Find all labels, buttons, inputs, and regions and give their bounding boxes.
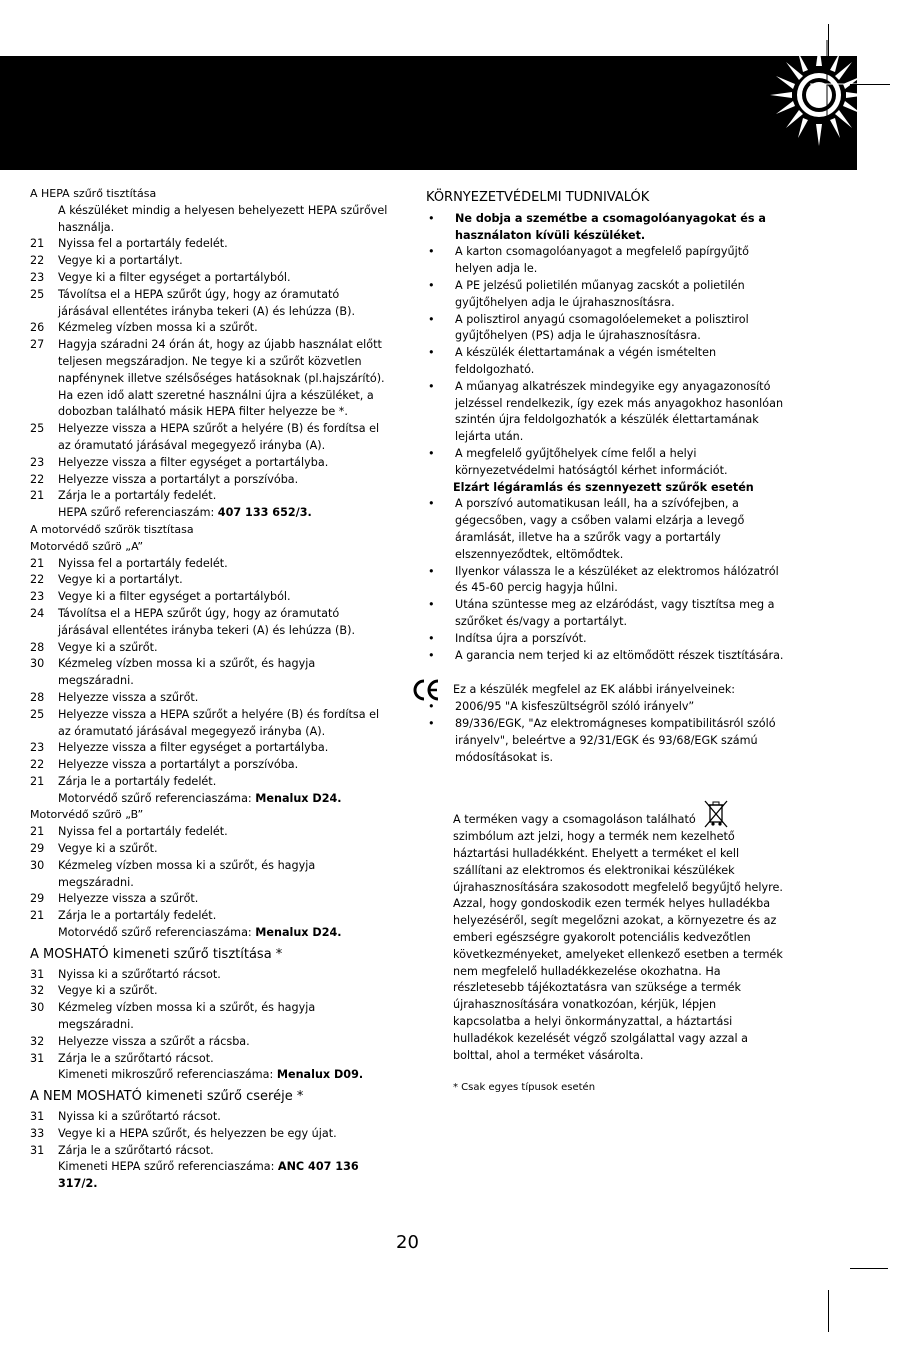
step-item bbox=[30, 455, 388, 472]
step-text: Vegye ki a szűrőt. bbox=[58, 984, 158, 998]
step-item bbox=[30, 774, 388, 791]
step-text: Helyezze vissza a szűrőt a rácsba. bbox=[58, 1034, 250, 1048]
step-item bbox=[30, 472, 388, 489]
step-item bbox=[30, 1143, 388, 1160]
right-column bbox=[426, 190, 786, 1097]
washable-heading: A MOSHATÓ kimeneti szűrő tisztítása * bbox=[30, 946, 283, 962]
bullet-text: A karton csomagolóanyagot a megfelelő papírgyűjtő helyen adja le. bbox=[455, 245, 749, 276]
bullet-text: A polisztirol anyagú csomagolóelemeket a polisztirol gyűjtőhelyen (PS) adja le újrahasznosításra. bbox=[455, 312, 749, 343]
bullet-item: • A megfelelő gyűjtőhelyek címe felől a helyi környezetvédelmi hatóságtól kérhet információt. bbox=[426, 446, 786, 480]
step-text: Kézmeleg vízben mossa ki a szűrőt, és hagyja megszáradni. bbox=[58, 657, 316, 688]
nonwash-steps bbox=[30, 1109, 388, 1159]
step-number: 31 bbox=[30, 1143, 45, 1157]
step-item bbox=[30, 1034, 388, 1051]
step-number: 21 bbox=[30, 909, 45, 923]
washable-ref: Kimeneti mikroszűrő referenciaszáma: Menalux D09. bbox=[58, 1068, 364, 1082]
weee-text-rest: szimbólum azt jelzi, hogy a termék nem kezelhető háztartási hulladékként. Ehelyett a terméket el kell szállítani az elektromos és elektronikai készülékek újrahasznosítására szakosodott megfelelő begyűjtő helyre. Azzal, hogy gondoskodik ezen termék helyes hulladékba helyezéséről, segít megelőzni azokat, a környezetre és az emberi egészségre gyakorolt potenciális kedvezőtlen következményeket, amelyeket ellenkező esetben a termék nem megfelelő hulladékkezelése okozhatna. Ha részletesebb tájékoztatásra van szüksége a termék újrahasznosítására vonatkozóan, kérjük, lépjen kapcsolatba a helyi önkormányzattal, a háztartási hulladékok kezelését végző szolgálattal vagy azzal a bolttal, ahol a terméket vásárolta. bbox=[453, 830, 783, 1062]
env-bullets bbox=[426, 244, 786, 479]
step-number: 25 bbox=[30, 422, 45, 436]
step-text: Kézmeleg vízben mossa ki a szűrőt. bbox=[58, 321, 258, 335]
step-item bbox=[30, 891, 388, 908]
step-number: 21 bbox=[30, 825, 45, 839]
motor-b-ref: Motorvédő szűrő referenciaszáma: Menalux D24. bbox=[58, 926, 342, 940]
page-number: 20 bbox=[396, 1232, 419, 1253]
step-item bbox=[30, 320, 388, 337]
step-text: Helyezze vissza a filter egységet a portartályba. bbox=[58, 455, 329, 469]
step-number: 23 bbox=[30, 741, 45, 755]
step-item bbox=[30, 908, 388, 925]
bullet-item: • A műanyag alkatrészek mindegyike egy anyagazonosító jelzéssel rendelkezik, így ezek más anyagokhoz hasonlóan szintén újra feldolgozhatók a készülék élettartamának lejárta után. bbox=[426, 379, 786, 446]
step-text: Helyezze vissza a HEPA szűrőt a helyére (B) és fordítsa el az óramutató járásával megegyező irányba (A). bbox=[58, 707, 380, 738]
crossed-bin-icon bbox=[703, 799, 729, 829]
bullet-text: 2006/95 "A kisfeszültségrõl szóló irányelv” bbox=[455, 700, 695, 714]
step-text: Zárja le a szűrőtartó rácsot. bbox=[58, 1143, 214, 1157]
step-text: Távolítsa el a HEPA szűrőt úgy, hogy az óramutató járásával ellentétes irányba tekeri (A) és lehúzza (B). bbox=[58, 287, 356, 318]
step-number: 30 bbox=[30, 858, 45, 872]
step-number: 31 bbox=[30, 967, 45, 981]
motor-b-steps bbox=[30, 824, 388, 925]
step-text: Kézmeleg vízben mossa ki a szűrőt, és hagyja megszáradni. bbox=[58, 1001, 316, 1032]
step-number: 27 bbox=[30, 338, 45, 352]
step-text: Zárja le a portartály fedelét. bbox=[58, 774, 217, 788]
bullet-text: A készülék élettartamának a végén ismételten feldolgozható. bbox=[455, 346, 717, 376]
bullet-text: Utána szüntesse meg az elzáródást, vagy tisztítsa meg a szűrőket és/vagy a portartályt. bbox=[455, 598, 775, 628]
step-number: 30 bbox=[30, 1001, 45, 1015]
step-item bbox=[30, 967, 388, 984]
nonwash-heading: A NEM MOSHATÓ kimeneti szűrő cseréje * bbox=[30, 1089, 304, 1105]
registration-mark-icon bbox=[770, 40, 900, 150]
step-number: 31 bbox=[30, 1110, 45, 1124]
step-number: 24 bbox=[30, 606, 45, 620]
step-text: Helyezze vissza a szűrőt. bbox=[58, 892, 199, 906]
step-item bbox=[30, 287, 388, 321]
step-number: 21 bbox=[30, 556, 45, 570]
step-text: Helyezze vissza a portartályt a porszívóba. bbox=[58, 758, 299, 772]
header-band bbox=[0, 56, 857, 170]
bullet-item: • A PE jelzésű polietilén műanyag zacskót a polietilén gyűjtőhelyen adja le újrahasznosításra. bbox=[426, 278, 786, 312]
bullet-item: • A készülék élettartamának a végén ismételten feldolgozható. bbox=[426, 345, 786, 379]
crop-mark bbox=[828, 24, 829, 56]
weee-text-start: A terméken vagy a csomagoláson található bbox=[453, 813, 696, 827]
bullet-text: A megfelelő gyűjtőhelyek címe felől a helyi környezetvédelmi hatóságtól kérhet információt. bbox=[455, 446, 728, 477]
step-text: Helyezze vissza a szűrőt. bbox=[58, 690, 199, 704]
hepa-steps-a bbox=[30, 236, 388, 387]
crop-mark bbox=[850, 84, 890, 85]
step-number: 23 bbox=[30, 590, 45, 604]
bullet-item: • A karton csomagolóanyagot a megfelelő papírgyűjtő helyen adja le. bbox=[426, 244, 786, 278]
bullet-item: • Indítsa újra a porszívót. bbox=[426, 631, 786, 648]
step-number: 22 bbox=[30, 472, 45, 486]
step-number: 28 bbox=[30, 690, 45, 704]
step-text: Távolítsa el a HEPA szűrőt úgy, hogy az óramutató járásával ellentétes irányba tekeri (A) és lehúzza (B). bbox=[58, 606, 356, 637]
washable-steps bbox=[30, 967, 388, 1068]
step-item bbox=[30, 270, 388, 287]
step-text: Nyissa fel a portartály fedelét. bbox=[58, 825, 228, 839]
bullet-item: • 89/336/EGK, "Az elektromágneses kompatibilitásról szóló irányelv", beleértve a 92/31/EGK és 93/68/EGK számú módosításokat is. bbox=[426, 716, 786, 766]
step-item bbox=[30, 740, 388, 757]
step-text: Vegye ki a filter egységet a portartályból. bbox=[58, 270, 291, 284]
step-number: 29 bbox=[30, 842, 45, 856]
weee-block bbox=[426, 799, 786, 1064]
crop-mark bbox=[828, 1290, 829, 1332]
step-item bbox=[30, 589, 388, 606]
step-item bbox=[30, 236, 388, 253]
ce-block bbox=[426, 682, 786, 699]
step-item bbox=[30, 488, 388, 505]
step-item bbox=[30, 983, 388, 1000]
step-item bbox=[30, 606, 388, 640]
bullet-text: A garancia nem terjed ki az eltömődött részek tisztítására. bbox=[455, 648, 784, 662]
step-number: 32 bbox=[30, 984, 45, 998]
step-item bbox=[30, 656, 388, 690]
step-number: 22 bbox=[30, 758, 45, 772]
ce-mark-icon bbox=[412, 678, 440, 702]
env-heading: KÖRNYEZETVÉDELMI TUDNIVALÓK bbox=[426, 190, 650, 205]
hepa-steps-b bbox=[30, 421, 388, 505]
step-item bbox=[30, 757, 388, 774]
step-number: 31 bbox=[30, 1051, 45, 1065]
step-number: 28 bbox=[30, 640, 45, 654]
step-text: Nyissa fel a portartály fedelét. bbox=[58, 237, 228, 251]
step-item bbox=[30, 1109, 388, 1126]
step-text: Kézmeleg vízben mossa ki a szűrőt, és hagyja megszáradni. bbox=[58, 858, 316, 889]
step-number: 30 bbox=[30, 657, 45, 671]
ce-bullets bbox=[426, 699, 786, 766]
step-text: Vegye ki a portartályt. bbox=[58, 573, 183, 587]
blocked-bullets bbox=[426, 496, 786, 664]
step-number: 22 bbox=[30, 573, 45, 587]
bullet-item: • Ilyenkor válassza le a készüléket az elektromos hálózatról és 45-60 percig hagyja hűlni. bbox=[426, 564, 786, 598]
blocked-heading: Elzárt légáramlás és szennyezett szűrők esetén bbox=[453, 480, 754, 494]
motor-b-heading: Motorvédő szűrö „B” bbox=[30, 808, 144, 822]
step-number: 29 bbox=[30, 892, 45, 906]
step-item bbox=[30, 640, 388, 657]
bullet-item: • A porszívó automatikusan leáll, ha a szívófejben, a gégecsőben, vagy a csőben valami elzárja a levegő áramlását, illetve ha a szűrők vagy a portartály elszennyeződtek, eltömődtek. bbox=[426, 496, 786, 563]
step-text: Vegye ki a filter egységet a portartályból. bbox=[58, 590, 291, 604]
footnote: * Csak egyes típusok esetén bbox=[453, 1082, 596, 1094]
step-text: Nyissa fel a portartály fedelét. bbox=[58, 556, 228, 570]
bullet-text: Indítsa újra a porszívót. bbox=[455, 631, 587, 645]
hepa-heading: A HEPA szűrő tisztítása bbox=[30, 187, 157, 200]
hepa-note: Ha ezen idő alatt szeretné használni újra a készüléket, a dobozban található másik HEPA filter helyezze be *. bbox=[58, 388, 374, 419]
step-item bbox=[30, 841, 388, 858]
step-item bbox=[30, 858, 388, 892]
step-item bbox=[30, 1051, 388, 1068]
step-number: 23 bbox=[30, 455, 45, 469]
step-item bbox=[30, 1126, 388, 1143]
step-text: Vegye ki a szűrőt. bbox=[58, 842, 158, 856]
step-item bbox=[30, 707, 388, 741]
step-text: Nyissa ki a szűrőtartó rácsot. bbox=[58, 967, 221, 981]
motor-a-ref: Motorvédő szűrő referenciaszáma: Menalux D24. bbox=[58, 791, 342, 805]
step-text: Nyissa ki a szűrőtartó rácsot. bbox=[58, 1110, 221, 1124]
step-item bbox=[30, 824, 388, 841]
step-number: 21 bbox=[30, 774, 45, 788]
bullet-text: A műanyag alkatrészek mindegyike egy anyagazonosító jelzéssel rendelkezik, így ezek más anyagokhoz hasonlóan szintén újra feldolgozhatók a készülék élettartamának lejárta után. bbox=[455, 379, 784, 444]
step-item bbox=[30, 690, 388, 707]
env-bullet-bold: • Ne dobja a szemétbe a csomagolóanyagokat és a használaton kívüli készüléket. bbox=[428, 211, 766, 242]
step-text: Zárja le a szűrőtartó rácsot. bbox=[58, 1051, 214, 1065]
left-column bbox=[30, 186, 388, 1193]
step-text: Zárja le a portartály fedelét. bbox=[58, 489, 217, 503]
step-item bbox=[30, 572, 388, 589]
ce-intro: Ez a készülék megfelel az EK alábbi irányelveinek: bbox=[453, 683, 736, 697]
hepa-intro: A készüléket mindig a helyesen behelyezett HEPA szűrővel használja. bbox=[58, 203, 388, 234]
step-item bbox=[30, 337, 388, 387]
bullet-item: • Utána szüntesse meg az elzáródást, vagy tisztítsa meg a szűrőket és/vagy a portartályt. bbox=[426, 597, 786, 631]
step-text: Zárja le a portartály fedelét. bbox=[58, 909, 217, 923]
step-number: 21 bbox=[30, 237, 45, 251]
step-number: 23 bbox=[30, 270, 45, 284]
step-text: Helyezze vissza a HEPA szűrőt a helyére (B) és fordítsa el az óramutató járásával megegyező irányba (A). bbox=[58, 422, 380, 452]
motor-a-steps bbox=[30, 556, 388, 791]
step-text: Vegye ki a HEPA szűrőt, és helyezzen be egy újat. bbox=[58, 1126, 337, 1140]
step-number: 21 bbox=[30, 489, 45, 503]
bullet-text: A porszívó automatikusan leáll, ha a szívófejben, a gégecsőben, vagy a csőben valami elzárja a levegő áramlását, illetve ha a szűrők vagy a portartály elszennyeződtek, eltömődtek. bbox=[455, 497, 745, 561]
step-number: 32 bbox=[30, 1034, 45, 1048]
bullet-item: • 2006/95 "A kisfeszültségrõl szóló irányelv” bbox=[426, 699, 786, 716]
bullet-text: 89/336/EGK, "Az elektromágneses kompatibilitásról szóló irányelv", beleértve a 92/31/EGK és 93/68/EGK számú módosításokat is. bbox=[455, 716, 776, 764]
step-text: Helyezze vissza a filter egységet a portartályba. bbox=[58, 741, 329, 755]
step-item bbox=[30, 556, 388, 573]
step-item bbox=[30, 421, 388, 455]
step-number: 22 bbox=[30, 254, 45, 268]
step-number: 25 bbox=[30, 707, 45, 721]
hepa-ref: HEPA szűrő referenciaszám: 407 133 652/3. bbox=[58, 506, 312, 520]
step-text: Hagyja száradni 24 órán át, hogy az újabb használat előtt teljesen megszáradjon. Ne tegye ki a szűrőt közvetlen napfénynek illetve szélsőséges hatásoknak (pl.hajszárító). bbox=[58, 338, 385, 385]
step-number: 33 bbox=[30, 1126, 45, 1140]
motor-a-heading: Motorvédő szűrö „A” bbox=[30, 539, 144, 553]
step-item bbox=[30, 253, 388, 270]
step-number: 26 bbox=[30, 321, 45, 335]
step-item bbox=[30, 1000, 388, 1034]
bullet-item: • A polisztirol anyagú csomagolóelemeket a polisztirol gyűjtőhelyen (PS) adja le újrahasznosításra. bbox=[426, 312, 786, 346]
bullet-text: Ilyenkor válassza le a készüléket az elektromos hálózatról és 45-60 percig hagyja hűlni. bbox=[455, 564, 779, 595]
bullet-item: • A garancia nem terjed ki az eltömődött részek tisztítására. bbox=[426, 648, 786, 665]
step-number: 25 bbox=[30, 287, 45, 301]
crop-mark bbox=[850, 1268, 888, 1269]
step-text: Vegye ki a szűrőt. bbox=[58, 640, 158, 654]
bullet-text: A PE jelzésű polietilén műanyag zacskót a polietilén gyűjtőhelyen adja le újrahasznosításra. bbox=[455, 278, 745, 309]
motor-heading: A motorvédő szűrök tisztítasa bbox=[30, 522, 194, 536]
nonwash-ref: Kimeneti HEPA szűrő referenciaszáma: ANC 407 136 317/2. bbox=[58, 1160, 359, 1191]
step-text: Vegye ki a portartályt. bbox=[58, 254, 183, 268]
step-text: Helyezze vissza a portartályt a porszívóba. bbox=[58, 472, 299, 486]
